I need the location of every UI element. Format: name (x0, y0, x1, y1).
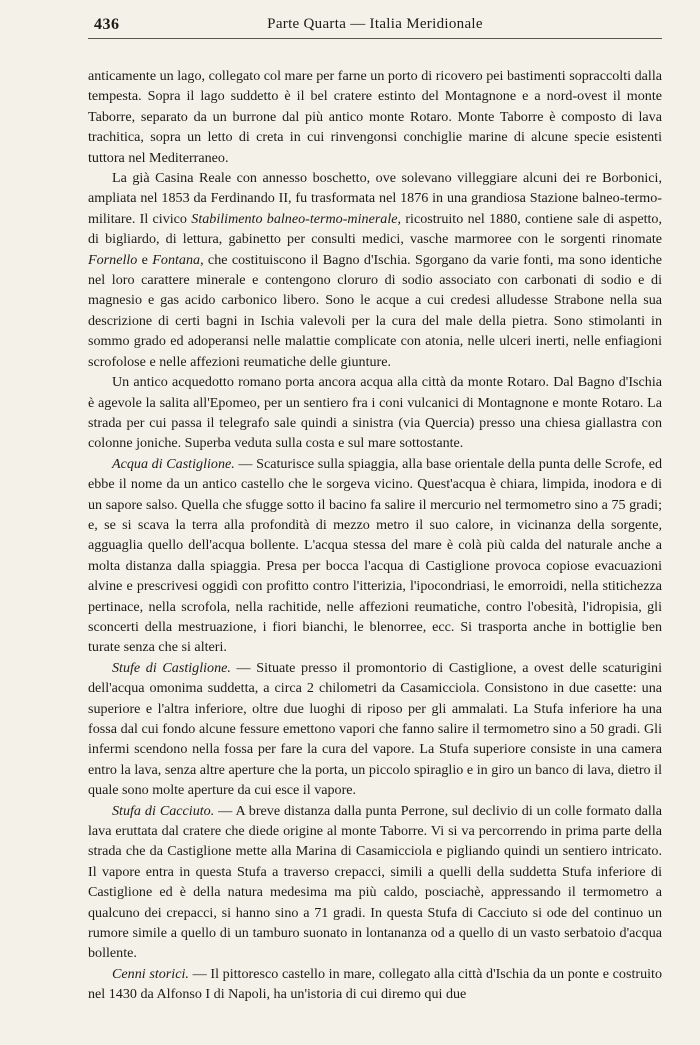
paragraph (88, 658, 662, 801)
text-segment: Un antico acquedotto romano porta ancora acqua alla città da monte Rotaro. Dal Bagno d'Ischia è agevole la salita all'Epomeo, per un sentiero fra i coni vulcanici di Montagnone e monte Rotaro. La strada per cui passa il telegrafo sale quindi a sinistra (via Quercia) presso una chiesa giallastra con colonne joniche. Superba veduta sulla costa e sul mare sottostante. (88, 374, 662, 452)
paragraph (88, 801, 662, 964)
running-title: Parte Quarta — Italia Meridionale (267, 16, 483, 32)
italic-text: Acqua di Castiglione. (112, 455, 235, 472)
paragraph (88, 454, 662, 658)
italic-text: Stufa di Cacciuto. (112, 802, 215, 819)
text-segment: — Scaturisce sulla spiaggia, alla base orientale della punta delle Scrofe, ed ebbe il nome da un antico castello che le sorgeva vicino. Quest'acqua è chiara, limpida, inodora e di un sapore salso. Quella che sfugge sotto il bacino fa salire il mercurio nel termometro sino a 75 gradi; e, se si scava la terra alla profondità di mezzo metro il suo calore, in vicinanza della sorgente, agguaglia quello dell'acqua bollente. L'acqua stessa del mare è colà più calda del naturale anche a molta distanza dalla spiaggia. Presa per bocca l'acqua di Castiglione provoca copiose evacuazioni alvine e prescrivesi oggidì con profitto contro l'itterizia, l'ipocondriasi, le emorroidi, nella stitichezza pertinace, nella scrofola, nella rachitide, nelle affezioni reumatiche, contro l'obesità, l'idropisia, gli sconcerti della mestruazione, i fiori bianchi, le blenorree, ecc. Si trasporta anche in bottiglie ben turate senza che si alteri. (88, 455, 662, 656)
text-segment: — Il pittoresco castello in mare, collegato alla città d'Ischia da un ponte e costruito nel 1430 da Alfonso I di Napoli, ha un'istoria di cui diremo qui due (88, 965, 663, 1003)
body-text (88, 66, 662, 1005)
italic-text: Cenni storici. (112, 965, 189, 982)
italic-text: Stufe di Castiglione. (112, 659, 231, 676)
italic-text: Fontana (152, 251, 201, 268)
text-segment: anticamente un lago, collegato col mare per farne un porto di ricovero pei bastimenti sopraccolti dalla tempesta. Sopra il lago suddetto è il bel cratere estinto del Montagnone e a nord-ovest il monte Taborre, separato da un burrone dal più antico monte Rotaro. Monte Taborre è composto di lava trachitica, sopra un letto di creta in cui rinvengonsi conchiglie marine di alcune specie esistenti tuttora nel Mediterraneo. (88, 68, 662, 166)
text-segment: , ricostruito nel 1880, contiene sale di aspetto, di bigliardo, di lettura, gabinetto per consulti medici, vasche marmoree con le sorgenti rinomate (88, 210, 662, 248)
text-segment: , che costituiscono il Bagno d'Ischia. Sgorgano da varie fonti, ma sono identiche nel loro carattere minerale e contengono cloruro di sodio associato con carbonati di sodio e di magnesio e gas acido carbonico libero. Sono le acque a cui credesi alludesse Strabone nella sua descrizione di certi bagni in Ischia valevoli per la cura del male della pietra. Sono stimolanti in sommo grado ed adoperansi nelle malattie complicate con atonia, nelle ulceri inerti, nelle enfiagioni scrofolose e nelle affezioni reumatiche delle giunture. (88, 251, 662, 370)
paragraph (88, 66, 662, 168)
page-number: 436 (94, 16, 120, 33)
paragraph (88, 168, 662, 372)
italic-text: Fornello (88, 251, 138, 268)
text-segment: — Situate presso il promontorio di Castiglione, a ovest delle scaturigini dell'acqua omonima suddetta, a circa 2 chilometri da Casamicciola. Consistono in due casette: una superiore e l'altra inferiore, oltre due luoghi di riposo per gli ammalati. La Stufa inferiore ha una fossa dal cui fondo alcune fessure emettono vapori che fanno salire il termometro sino a 50 gradi. Gli infermi scendono nella fossa per fare la cura del vapore. La Stufa superiore consiste in una camera entro la lava, senza altre aperture che la porta, un piccolo spiraglio e in giro un banco di lava, dietro il quale sono molte aperture da cui esce il vapore. (88, 659, 662, 799)
text-segment: — A breve distanza dalla punta Perrone, sul declivio di un colle formato dalla lava eruttata dal cratere che diede origine al monte Taborre. Vi si va percorrendo in prima parte della strada che da Castiglione mette alla Marina di Casamicciola e pigliando quindi un sentiero intricato. Il vapore entra in questa Stufa a traverso crepacci, simili a quelli della suddetta Stufa inferiore di Castiglione ed è della natura medesima ma più caldo, posciachè, appressando il termometro a qualcuno dei crepacci, si hanno sino a 71 gradi. In questa Stufa di Cacciuto si ode del continuo un rumore simile a quello di un tamburo suonato in lontananza od a quello di un vasto serbatoio d'acqua bollente. (88, 802, 662, 962)
text-segment: La già Casina Reale con annesso boschetto, ove solevano villeggiare alcuni dei re Borbonici, ampliata nel 1853 da Ferdinando II, fu trasformata nel 1876 in una grandiosa Stazione balneo-termo-militare. Il civico (88, 170, 662, 227)
text-segment: e (137, 251, 153, 268)
paragraph (88, 964, 662, 1005)
paragraph (88, 372, 662, 454)
page-header (88, 14, 662, 39)
italic-text: Stabilimento balneo-termo-minerale (191, 210, 398, 227)
